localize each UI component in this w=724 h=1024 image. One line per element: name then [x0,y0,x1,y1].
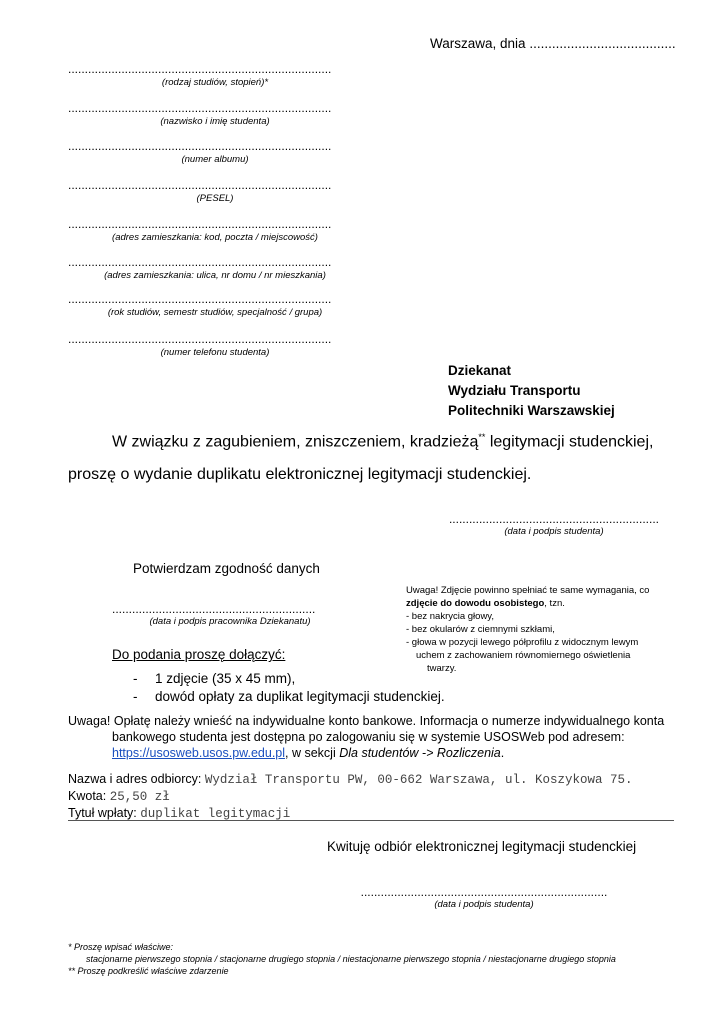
payment-note-line: Uwaga! Opłatę należy wnieść na indywidualne konto bankowe. Informacja o numerze indywidualnego konta [68,714,665,728]
title-label: Tytuł wpłaty: [68,806,137,820]
field-address-street [68,255,362,281]
field-dots: ............................................................................... [68,292,332,306]
field-dots: ............................................................................... [68,255,332,269]
usosweb-link[interactable]: https://usosweb.usos.pw.edu.pl [112,746,286,760]
photo-note [406,584,678,675]
receipt-caption: (data i podpis studenta) [434,899,534,910]
staff-signature-caption: (data i podpis pracownika Dziekanatu) [149,616,311,627]
receipt-dots: .......................................................................... [360,885,608,899]
amount-value: 25,50 zł [109,790,170,804]
payment-note-end: . [500,746,505,760]
field-name [68,101,362,127]
separator-line [68,820,674,821]
recipient-label: Nazwa i adres odbiorcy: [68,772,202,786]
field-caption: (PESEL) [196,193,234,204]
attachments-list [133,670,445,706]
receipt-label: Kwituję odbiór elektronicznej legitymacji studenckiej [327,839,637,854]
photo-note-bold: zdjęcie do dowodu osobistego [406,598,545,609]
field-dots: ............................................................................... [68,332,332,346]
field-caption: (adres zamieszkania: ulica, nr domu / nr mieszkania) [104,270,326,281]
payment-note-line [68,745,674,761]
field-address-city [68,217,362,243]
field-caption: (rok studiów, semestr studiów, specjalność / grupa) [107,307,323,318]
field-study-year [68,292,362,318]
photo-note-line [406,597,678,610]
photo-note-after: , tzn. [544,598,565,609]
request-line-1 [112,432,653,451]
place-date-label: Warszawa, dnia [430,36,526,51]
footnote-1: * Proszę wpisać właściwe: [68,942,174,952]
footnotes [68,941,616,977]
signature-caption: (data i podpis studenta) [504,526,604,537]
attachment-item [133,688,445,706]
payment-details [68,771,632,822]
field-dots: ............................................................................... [68,139,332,153]
attachment-text: 1 zdjęcie (35 x 45 mm), [155,671,296,686]
footnote-marker: ** [478,432,486,442]
payment-amount [68,788,632,805]
attachment-text: dowód opłaty za duplikat legitymacji studenckiej. [155,689,445,704]
field-dots: ............................................................................... [68,217,332,231]
payment-recipient [68,771,632,788]
photo-note-item: uchem z zachowaniem równomiernego oświetlenia [416,650,631,661]
payment-note-section: Dla studentów -> Rozliczenia [339,746,501,760]
field-caption: (numer albumu) [181,154,249,165]
field-caption: (nazwisko i imię studenta) [160,116,270,127]
field-album-number [68,139,362,165]
place-date [430,36,676,51]
field-caption: (adres zamieszkania: kod, poczta / miejscowość) [112,232,318,243]
bullet: - [133,671,138,686]
recipient-value: Wydział Transportu PW, 00-662 Warszawa, ul. Koszykowa 75. [204,773,633,787]
field-caption: (numer telefonu studenta) [160,347,270,358]
title-value: duplikat legitymacji [140,807,291,821]
request-text: W związku z zagubieniem, zniszczeniem, kradzieżą [112,433,479,451]
attachments-heading: Do podania proszę dołączyć: [112,647,286,662]
bullet: - [133,689,138,704]
request-line-2: proszę o wydanie duplikatu elektronicznej legitymacji studenckiej. [68,466,532,483]
receipt-signature [346,885,622,910]
field-dots: ............................................................................... [68,101,332,115]
confirmation-label: Potwierdzam zgodność danych [133,561,320,576]
addressee [448,361,615,421]
attachment-item [133,670,445,688]
field-caption: (rodzaj studiów, stopień)* [161,77,269,88]
payment-note-text: , w sekcji [285,746,340,760]
request-text: legitymacji studenckiej, [485,433,654,451]
photo-note-item: - bez okularów z ciemnymi szkłami, [406,624,555,635]
staff-signature [112,602,348,627]
addressee-line: Politechniki Warszawskiej [448,403,615,418]
field-dots: ............................................................................... [68,62,332,76]
photo-note-item: - głowa w pozycji lewego półprofilu z widocznym lewym [406,637,639,648]
field-study-type [68,62,362,88]
addressee-line: Dziekanat [448,363,512,378]
footnote-1-detail: stacjonarne pierwszego stopnia / stacjonarne drugiego stopnia / niestacjonarne pierwszego stopnia / niestacjonarne drugiego stopnia [86,954,616,964]
payment-note-line: bankowego studenta jest dostępna po zalogowaniu się w systemie USOSWeb pod adresem: [112,730,625,744]
signature-dots: ............................................................... [448,512,660,526]
footnote-2: ** Proszę podkreślić właściwe zdarzenie [68,966,229,976]
photo-note-intro: Uwaga! Zdjęcie powinno spełniać te same wymagania, co [406,585,650,596]
student-signature [434,512,674,537]
amount-label: Kwota: [68,789,107,803]
place-date-dots: ....................................... [529,36,676,51]
photo-note-item: twarzy. [427,663,457,674]
field-pesel [68,178,362,204]
field-phone [68,332,362,358]
field-dots: ............................................................................... [68,178,332,192]
staff-signature-dots: ............................................................. [112,602,316,616]
payment-note [68,713,674,761]
photo-note-item: - bez nakrycia głowy, [406,611,494,622]
addressee-line: Wydziału Transportu [448,383,581,398]
